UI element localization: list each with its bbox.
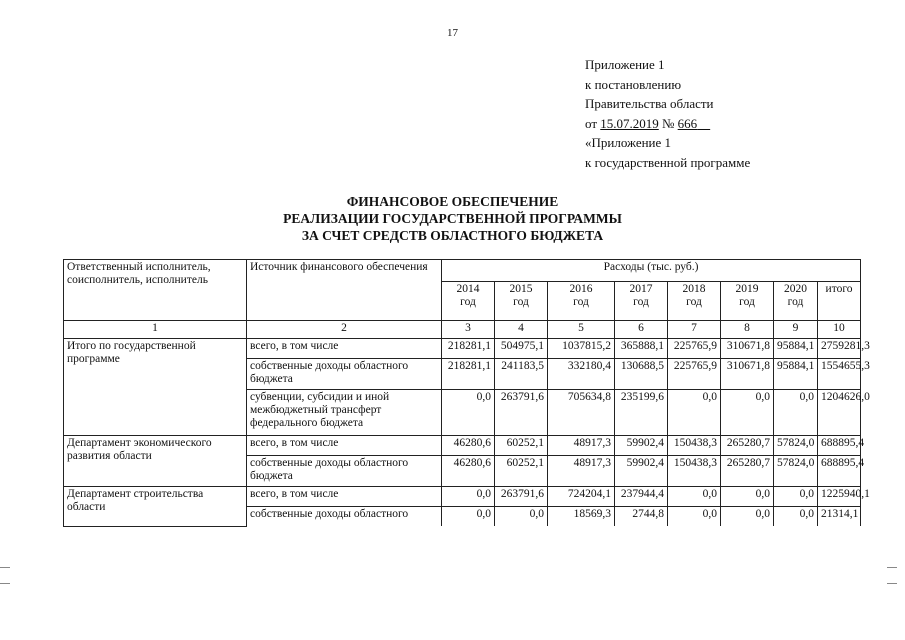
page-number: 17 xyxy=(447,27,458,39)
document-heading xyxy=(0,193,905,244)
column-number: 8 xyxy=(721,321,774,339)
year-value-cell: 46280,6 xyxy=(442,456,495,487)
table-row xyxy=(64,487,861,507)
scan-edge-mark xyxy=(887,567,897,568)
column-number: 4 xyxy=(495,321,548,339)
year-value-cell: 60252,1 xyxy=(495,436,548,456)
year-value-cell: 225765,9 xyxy=(668,339,721,359)
year-label: 2016 xyxy=(569,283,593,295)
appendix-from-label: от xyxy=(585,115,598,131)
year-value-cell: 0,0 xyxy=(495,507,548,527)
heading-line-1: ФИНАНСОВОЕ ОБЕСПЕЧЕНИЕ xyxy=(346,194,559,209)
header-year-2015 xyxy=(495,282,548,321)
year-value-cell: 332180,4 xyxy=(548,359,615,390)
year-value-cell: 59902,4 xyxy=(615,456,668,487)
year-value-cell: 0,0 xyxy=(668,390,721,436)
year-value-cell: 310671,8 xyxy=(721,339,774,359)
year-value-cell: 263791,6 xyxy=(495,487,548,507)
financing-table xyxy=(63,259,870,527)
scan-edge-mark xyxy=(0,567,10,568)
year-value-cell: 57824,0 xyxy=(774,456,818,487)
year-value-cell: 0,0 xyxy=(721,390,774,436)
table-row xyxy=(64,436,861,456)
appendix-date: 15.07.2019 xyxy=(600,115,659,131)
year-value-cell: 0,0 xyxy=(774,507,818,527)
responsible-executor-cell: Департамент экономического развития области xyxy=(64,436,247,487)
header-expenses: Расходы (тыс. руб.) xyxy=(442,260,861,282)
year-label: 2017 xyxy=(629,283,653,295)
header-responsible: Ответственный исполнитель, соисполнитель, исполнитель xyxy=(64,260,247,321)
column-number: 2 xyxy=(247,321,442,339)
table-row xyxy=(64,339,861,359)
heading-line-3: ЗА СЧЕТ СРЕДСТВ ОБЛАСТНОГО БЮДЖЕТА xyxy=(301,228,604,243)
year-value-cell: 0,0 xyxy=(442,390,495,436)
year-value-cell: 18569,3 xyxy=(548,507,615,527)
appendix-number-sign: № xyxy=(662,115,675,131)
funding-source-cell: собственные доходы областного бюджета xyxy=(247,456,442,487)
year-value-cell: 0,0 xyxy=(721,507,774,527)
funding-source-cell: собственные доходы областного бюджета xyxy=(247,359,442,390)
table-body xyxy=(64,260,870,527)
total-value-cell: 1554655,3 xyxy=(818,359,861,390)
year-unit: год xyxy=(513,296,529,308)
year-value-cell: 0,0 xyxy=(668,487,721,507)
column-number: 9 xyxy=(774,321,818,339)
header-year-2019 xyxy=(721,282,774,321)
year-value-cell: 241183,5 xyxy=(495,359,548,390)
year-value-cell: 265280,7 xyxy=(721,456,774,487)
header-source: Источник финансового обеспечения xyxy=(247,260,442,321)
total-value-cell: 1225940,1 xyxy=(818,487,861,507)
year-value-cell: 0,0 xyxy=(442,507,495,527)
year-label: 2020 xyxy=(784,283,807,295)
header-year-2018 xyxy=(668,282,721,321)
year-value-cell: 130688,5 xyxy=(615,359,668,390)
year-value-cell: 46280,6 xyxy=(442,436,495,456)
year-value-cell: 235199,6 xyxy=(615,390,668,436)
total-value-cell: 688895,4 xyxy=(818,436,861,456)
year-label: 2015 xyxy=(509,283,533,295)
year-value-cell: 365888,1 xyxy=(615,339,668,359)
year-value-cell: 150438,3 xyxy=(668,436,721,456)
funding-source-cell: всего, в том числе xyxy=(247,339,442,359)
year-value-cell: 2744,8 xyxy=(615,507,668,527)
year-value-cell: 237944,4 xyxy=(615,487,668,507)
year-value-cell: 48917,3 xyxy=(548,456,615,487)
year-unit: год xyxy=(686,296,702,308)
header-year-2020 xyxy=(774,282,818,321)
year-value-cell: 48917,3 xyxy=(548,436,615,456)
header-year-2016 xyxy=(548,282,615,321)
year-value-cell: 265280,7 xyxy=(721,436,774,456)
year-value-cell: 60252,1 xyxy=(495,456,548,487)
appendix-line-6: к государственной программе xyxy=(585,154,751,170)
year-value-cell: 310671,8 xyxy=(721,359,774,390)
year-value-cell: 218281,1 xyxy=(442,359,495,390)
funding-source-cell: всего, в том числе xyxy=(247,436,442,456)
column-number-row xyxy=(64,321,861,339)
year-value-cell: 724204,1 xyxy=(548,487,615,507)
year-unit: год xyxy=(573,296,589,308)
year-value-cell: 0,0 xyxy=(774,487,818,507)
appendix-number: 666 xyxy=(677,115,698,131)
column-number: 10 xyxy=(818,321,861,339)
header-total: итого xyxy=(818,282,861,321)
year-label: 2019 xyxy=(735,283,759,295)
year-value-cell: 0,0 xyxy=(774,390,818,436)
total-value-cell: 21314,1 xyxy=(818,507,861,527)
header-year-2017 xyxy=(615,282,668,321)
header-year-2014 xyxy=(442,282,495,321)
year-value-cell: 225765,9 xyxy=(668,359,721,390)
year-unit: год xyxy=(460,296,476,308)
scan-edge-mark xyxy=(0,583,10,584)
year-value-cell: 95884,1 xyxy=(774,359,818,390)
year-value-cell: 0,0 xyxy=(721,487,774,507)
column-number: 6 xyxy=(615,321,668,339)
year-value-cell: 57824,0 xyxy=(774,436,818,456)
year-value-cell: 95884,1 xyxy=(774,339,818,359)
year-label: 2018 xyxy=(682,283,706,295)
heading-line-2: РЕАЛИЗАЦИИ ГОСУДАРСТВЕННОЙ ПРОГРАММЫ xyxy=(283,211,622,226)
year-value-cell: 263791,6 xyxy=(495,390,548,436)
appendix-line-5: «Приложение 1 xyxy=(585,135,672,150)
column-number: 1 xyxy=(64,321,247,339)
year-label: 2014 xyxy=(456,283,480,295)
funding-source-cell: всего, в том числе xyxy=(247,487,442,507)
appendix-line-1: Приложение 1 xyxy=(585,57,665,72)
column-number: 7 xyxy=(668,321,721,339)
year-unit: год xyxy=(633,296,649,308)
total-value-cell: 2759281,3 xyxy=(818,339,861,359)
year-value-cell: 59902,4 xyxy=(615,436,668,456)
total-value-cell: 688895,4 xyxy=(818,456,861,487)
column-number: 3 xyxy=(442,321,495,339)
year-value-cell: 150438,3 xyxy=(668,456,721,487)
year-unit: год xyxy=(787,296,804,308)
responsible-executor-cell: Итого по государственной программе xyxy=(64,339,247,436)
appendix-line-4 xyxy=(585,114,750,134)
column-number: 5 xyxy=(548,321,615,339)
funding-source-cell: собственные доходы областного xyxy=(247,507,442,527)
funding-source-cell: субвенции, субсидии и иной межбюджетный трансферт федерального бюджета xyxy=(247,390,442,436)
responsible-executor-cell: Департамент строительства области xyxy=(64,487,247,527)
appendix-line-2: к постановлению xyxy=(585,76,682,92)
scan-edge-mark xyxy=(887,583,897,584)
appendix-block xyxy=(585,55,750,172)
year-value-cell: 504975,1 xyxy=(495,339,548,359)
year-value-cell: 218281,1 xyxy=(442,339,495,359)
year-unit: год xyxy=(739,296,755,308)
year-value-cell: 0,0 xyxy=(442,487,495,507)
year-value-cell: 705634,8 xyxy=(548,390,615,436)
year-value-cell: 0,0 xyxy=(668,507,721,527)
total-value-cell: 1204626,0 xyxy=(818,390,861,436)
header-row-1 xyxy=(64,260,861,282)
year-value-cell: 1037815,2 xyxy=(548,339,615,359)
appendix-line-3: Правительства области xyxy=(585,96,714,111)
